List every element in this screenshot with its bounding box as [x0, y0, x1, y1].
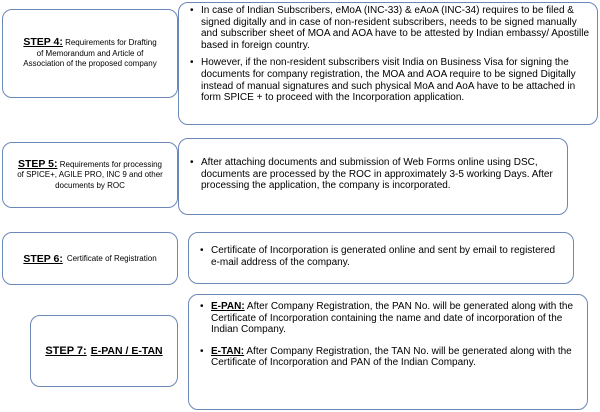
step-7-bullet-2: [211, 346, 577, 369]
step-6-bullet-1: • Certificate of Incorporation is generated online and sent by email to registered e-mail address of the company.: [211, 245, 563, 268]
step-7-box: [30, 315, 178, 387]
step-5-bullet-1: • After attaching documents and submission of Web Forms online using DSC, documents are processed by the ROC in approximately 3-5 working Days. After processing the application, the company is incorporated.: [201, 157, 557, 192]
step-5-title-line-2: of SPICE+, AGILE PRO, INC 9 and other: [17, 170, 163, 180]
step-4-bullet-2: • However, if the non-resident subscribers visit India on Business Visa for signing the documents for company registration, the MOA and AOA require to be signed Digitally instead of manual signatures and such physical MoA and AoA have to be attached in form SPICE + to proceed with the Incorporation application.: [201, 57, 589, 103]
step-7-description: [188, 294, 588, 410]
step-7-bullet-1: [211, 301, 577, 336]
e-pan-term: E-PAN:: [211, 301, 245, 312]
step-6-label: STEP 6:: [23, 252, 63, 265]
step-5-title-line-1: STEP 5: Requirements for processing: [17, 157, 162, 170]
step-4-label: STEP 4:: [23, 36, 63, 49]
step-4-title-line-1: STEP 4: Requirements for Drafting: [23, 36, 157, 49]
step-5-bullet-list: [179, 157, 557, 192]
step-4-bullet-list: [179, 5, 589, 104]
step-6-box: [2, 232, 178, 285]
step-4-bullet-1: • In case of Indian Subscribers, eMoA (INC-33) & eAoA (INC-34) requires to be filed & signed digitally and in case of non-resident subscribers, needs to be signed manually and subscriber sheet of MOA and AOA have to be attested by Indian embassy/ Apostille based in foreign country.: [201, 5, 589, 51]
step-4-title-line-2: of Memorandum and Article of: [36, 48, 144, 58]
e-tan-term: E-TAN:: [211, 345, 245, 357]
step-6-title: Certificate of Registration: [66, 254, 157, 263]
step-4-title-line-3: Association of the proposed company: [23, 59, 157, 69]
step-7-title: E-PAN / E-TAN: [90, 345, 163, 357]
step-5-label: STEP 5:: [17, 157, 58, 170]
step-5-box: [2, 142, 178, 208]
step-4-box: [2, 9, 178, 98]
step-7-label: STEP 7:: [45, 345, 87, 357]
step-7-bullet-list: [189, 301, 577, 369]
step-5-description: [178, 138, 568, 215]
e-pan-text: After Company Registration, the PAN No. will be generated along with the Certificate of Incorporation containing the name and date of incorporation of the Indian Company.: [211, 301, 574, 336]
step-5-title-line-3: documents by ROC: [55, 180, 125, 190]
step-6-description: [188, 232, 574, 284]
e-tan-text: After Company Registration, the TAN No. will be generated along with the Certificate of Incorporation and PAN of the Indian Company.: [211, 345, 572, 369]
step-4-description: [178, 2, 598, 125]
step-6-bullet-list: [189, 245, 563, 268]
